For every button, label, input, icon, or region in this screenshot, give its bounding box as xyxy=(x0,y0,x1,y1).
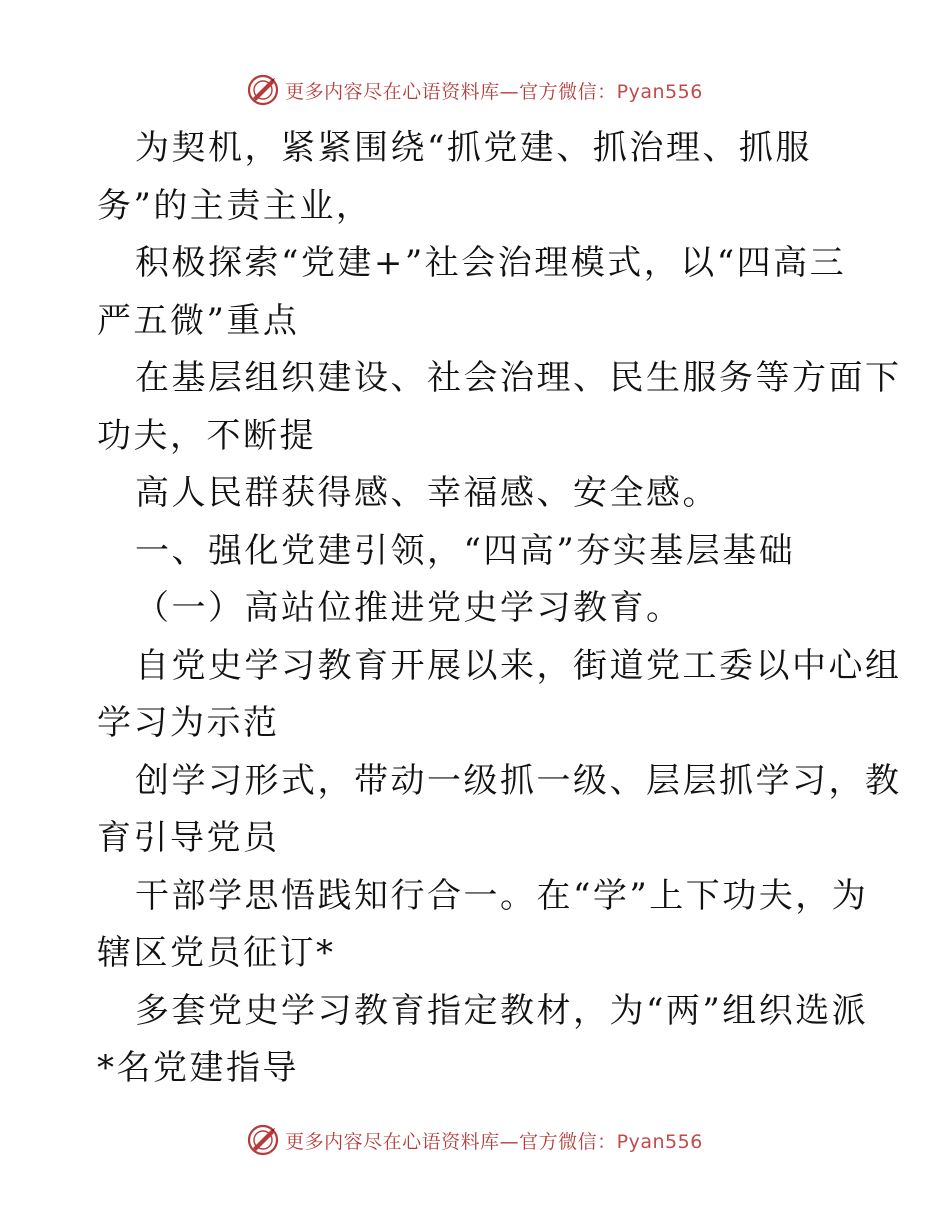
document-body xyxy=(97,120,902,1098)
text-line: 务”的主责主业， xyxy=(97,185,373,226)
text-line: 严五微”重点 xyxy=(97,300,300,341)
text-line: *名党建指导 xyxy=(97,1048,299,1088)
text-line: 功夫，不断提 xyxy=(97,415,316,456)
watermark-text xyxy=(285,1127,703,1154)
text-line: （一）高站位推进党史学习教育。 xyxy=(135,588,683,628)
text-line: 积极探索“党建+”社会治理模式，以“四高三 xyxy=(135,243,847,283)
header-watermark-banner xyxy=(0,70,950,110)
text-line: 学习为示范 xyxy=(97,703,280,743)
watermark-label: 更多内容尽在心语资料库—官方微信： xyxy=(285,1130,617,1153)
logo-icon xyxy=(247,74,279,106)
text-line: 一、强化党建引领，“四高”夯实基层基础 xyxy=(135,530,796,571)
text-line: 在基层组织建设、社会治理、民生服务等方面下 xyxy=(135,358,902,398)
logo-icon xyxy=(247,1124,279,1156)
watermark-text xyxy=(285,77,703,104)
text-line: 多套党史学习教育指定教材，为“两”组织选派 xyxy=(135,990,869,1031)
text-line: 为契机，紧紧围绕“抓党建、抓治理、抓服 xyxy=(135,128,812,168)
watermark-id: Pyan556 xyxy=(616,80,703,103)
watermark-id: Pyan556 xyxy=(616,1130,703,1153)
text-line: 自党史学习教育开展以来，街道党工委以中心组 xyxy=(135,645,902,686)
footer-watermark-banner xyxy=(0,1120,950,1160)
text-line: 育引导党员 xyxy=(97,818,280,858)
text-line: 高人民群获得感、幸福感、安全感。 xyxy=(135,473,719,513)
text-line: 辖区党员征订* xyxy=(97,933,336,973)
watermark-label: 更多内容尽在心语资料库—官方微信： xyxy=(285,80,617,103)
text-line: 创学习形式，带动一级抓一级、层层抓学习，教 xyxy=(135,760,902,801)
text-line: 干部学思悟践知行合一。在“学”上下功夫，为 xyxy=(135,875,869,916)
